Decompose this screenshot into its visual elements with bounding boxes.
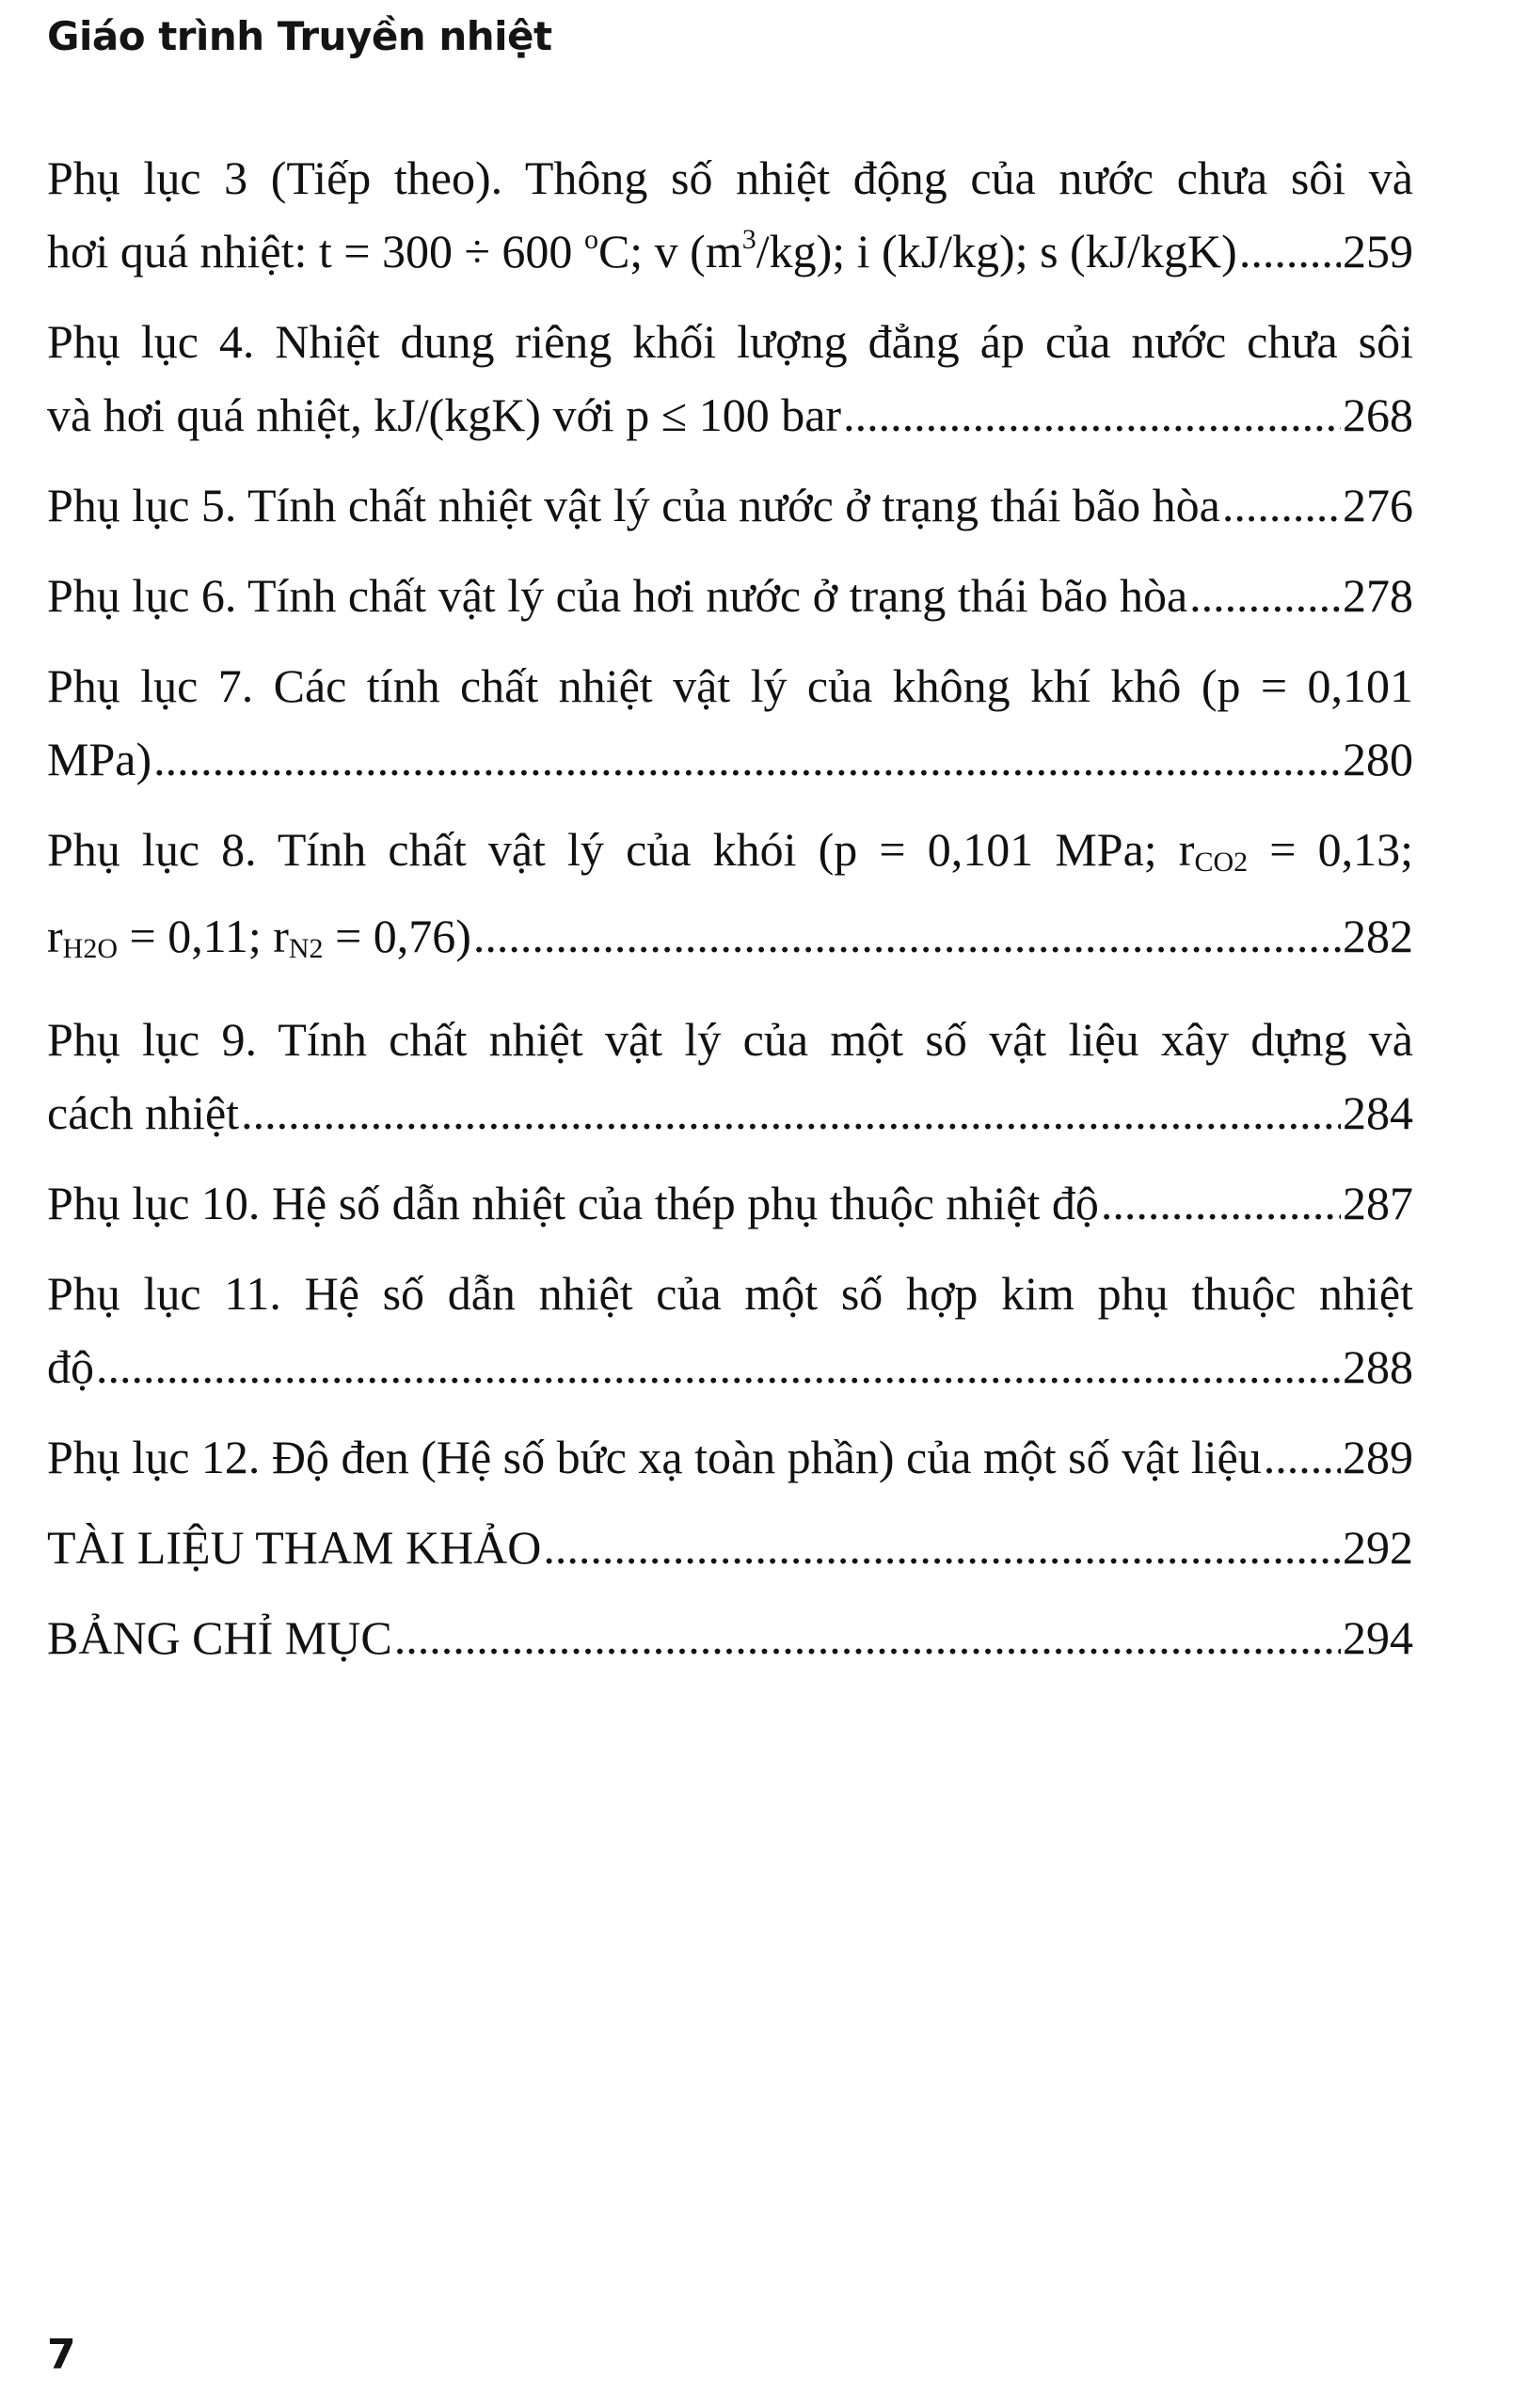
dot-leader (1239, 214, 1341, 288)
toc-entry-line (47, 378, 1413, 452)
page-number: 7 (47, 2331, 76, 2379)
dot-leader (1101, 1166, 1341, 1240)
toc-entry-index[interactable] (47, 1601, 1413, 1674)
dot-leader (473, 899, 1341, 973)
toc-page-number: 292 (1343, 1521, 1413, 1574)
toc-entry-text: Phụ lục 4. Nhiệt dung riêng khối lượng đẳng áp của nước chưa sôi (47, 315, 1413, 368)
toc-page-number: 268 (1343, 388, 1413, 441)
toc-entry-appendix-3[interactable] (47, 141, 1413, 288)
toc-page-number: 276 (1343, 479, 1413, 531)
toc-entry-appendix-8[interactable] (47, 813, 1413, 986)
toc-entry-text: Phụ lục 8. Tính chất vật lý của khói (p = 0,101 MPa; $r_{CO2} = 0,13$; (47, 823, 1413, 878)
dot-leader (153, 722, 1341, 796)
toc-entry-appendix-11[interactable] (47, 1257, 1413, 1403)
toc-entry-text: Phụ lục 7. Các tính chất nhiệt vật lý của không khí khô (p = 0,101 (47, 659, 1413, 712)
toc-page-number: 284 (1343, 1086, 1413, 1139)
toc-entry-text: Phụ lục 12. Độ đen (Hệ số bức xạ toàn phần) của một số vật liệu (47, 1431, 1262, 1483)
toc-page-number: 259 (1343, 225, 1413, 277)
toc-entry-line (47, 1420, 1413, 1494)
toc-entry-text: và hơi quá nhiệt, kJ/(kgK) với p ≤ 100 bar (47, 388, 842, 441)
toc-entry-line (47, 899, 1413, 986)
dot-leader (1264, 1420, 1341, 1494)
superscript-o: o (583, 224, 598, 255)
toc-entry-line (47, 468, 1413, 542)
toc-entry-references[interactable] (47, 1511, 1413, 1584)
subscript-co2: CO2 (1194, 847, 1249, 878)
toc-page-number: 288 (1343, 1340, 1413, 1393)
toc-entry-line (47, 214, 1413, 288)
toc-entry-text: Phụ lục 10. Hệ số dẫn nhiệt của thép phụ thuộc nhiệt độ (47, 1177, 1099, 1229)
toc-page-number: 278 (1343, 569, 1413, 622)
toc-entry-appendix-12[interactable] (47, 1420, 1413, 1494)
toc-page-number: 287 (1343, 1177, 1413, 1229)
toc-entry-line (47, 722, 1413, 796)
toc-entry-text: $r_{H2O} = 0,11$; $r_{N2} = 0,76$) (47, 910, 471, 964)
toc-entry-text: TÀI LIỆU THAM KHẢO (47, 1521, 542, 1574)
toc-entry-line (47, 559, 1413, 632)
toc-page-number: 294 (1343, 1611, 1413, 1664)
toc-entry-text: hơi quá nhiệt: t = 300 ÷ 600 $^o$C; v $(m^3/kg)$; i (kJ/kg); s (kJ/kgK) (47, 224, 1237, 277)
toc-page-number: 280 (1343, 733, 1413, 785)
toc-entry-text: Phụ lục 6. Tính chất vật lý của hơi nước ở trạng thái bão hòa (47, 569, 1188, 622)
toc-entry-line (47, 1601, 1413, 1674)
toc-entry-appendix-9[interactable] (47, 1003, 1413, 1149)
toc-entry-line (47, 1076, 1413, 1149)
toc-entry-text: MPa) (47, 733, 152, 785)
toc-entry-text: cách nhiệt (47, 1086, 240, 1139)
subscript-n2: N2 (288, 933, 324, 964)
toc-entry-text: Phụ lục 5. Tính chất nhiệt vật lý của nước ở trạng thái bão hòa (47, 479, 1220, 531)
toc-entry-text: Phụ lục 11. Hệ số dẫn nhiệt của một số hợp kim phụ thuộc nhiệt (47, 1267, 1413, 1320)
toc-entry-appendix-6[interactable] (47, 559, 1413, 632)
toc-page-number: 289 (1343, 1431, 1413, 1483)
dot-leader (543, 1511, 1341, 1584)
toc-entry-line (47, 1166, 1413, 1240)
dot-leader (1189, 559, 1341, 632)
toc-entry-text: độ (47, 1340, 94, 1393)
dot-leader (241, 1076, 1341, 1149)
toc-entry-text: Phụ lục 9. Tính chất nhiệt vật lý của một số vật liệu xây dựng và (47, 1013, 1413, 1066)
toc-entry-appendix-5[interactable] (47, 468, 1413, 542)
page-header-title: Giáo trình Truyền nhiệt (47, 13, 552, 59)
toc-entry-appendix-4[interactable] (47, 305, 1413, 452)
superscript-3: 3 (741, 224, 756, 255)
toc-entry-appendix-10[interactable] (47, 1166, 1413, 1240)
toc-entry-text: BẢNG CHỈ MỤC (47, 1611, 392, 1664)
toc-entry-line (47, 1330, 1413, 1403)
dot-leader (96, 1330, 1341, 1403)
toc-entry-appendix-7[interactable] (47, 649, 1413, 796)
table-of-contents (47, 141, 1413, 1691)
toc-page-number: 282 (1343, 910, 1413, 962)
subscript-h2o: H2O (62, 933, 118, 964)
dot-leader (394, 1601, 1341, 1674)
dot-leader (843, 378, 1341, 452)
dot-leader (1222, 468, 1341, 542)
toc-entry-text: Phụ lục 3 (Tiếp theo). Thông số nhiệt động của nước chưa sôi và (47, 151, 1413, 204)
toc-entry-line (47, 1511, 1413, 1584)
